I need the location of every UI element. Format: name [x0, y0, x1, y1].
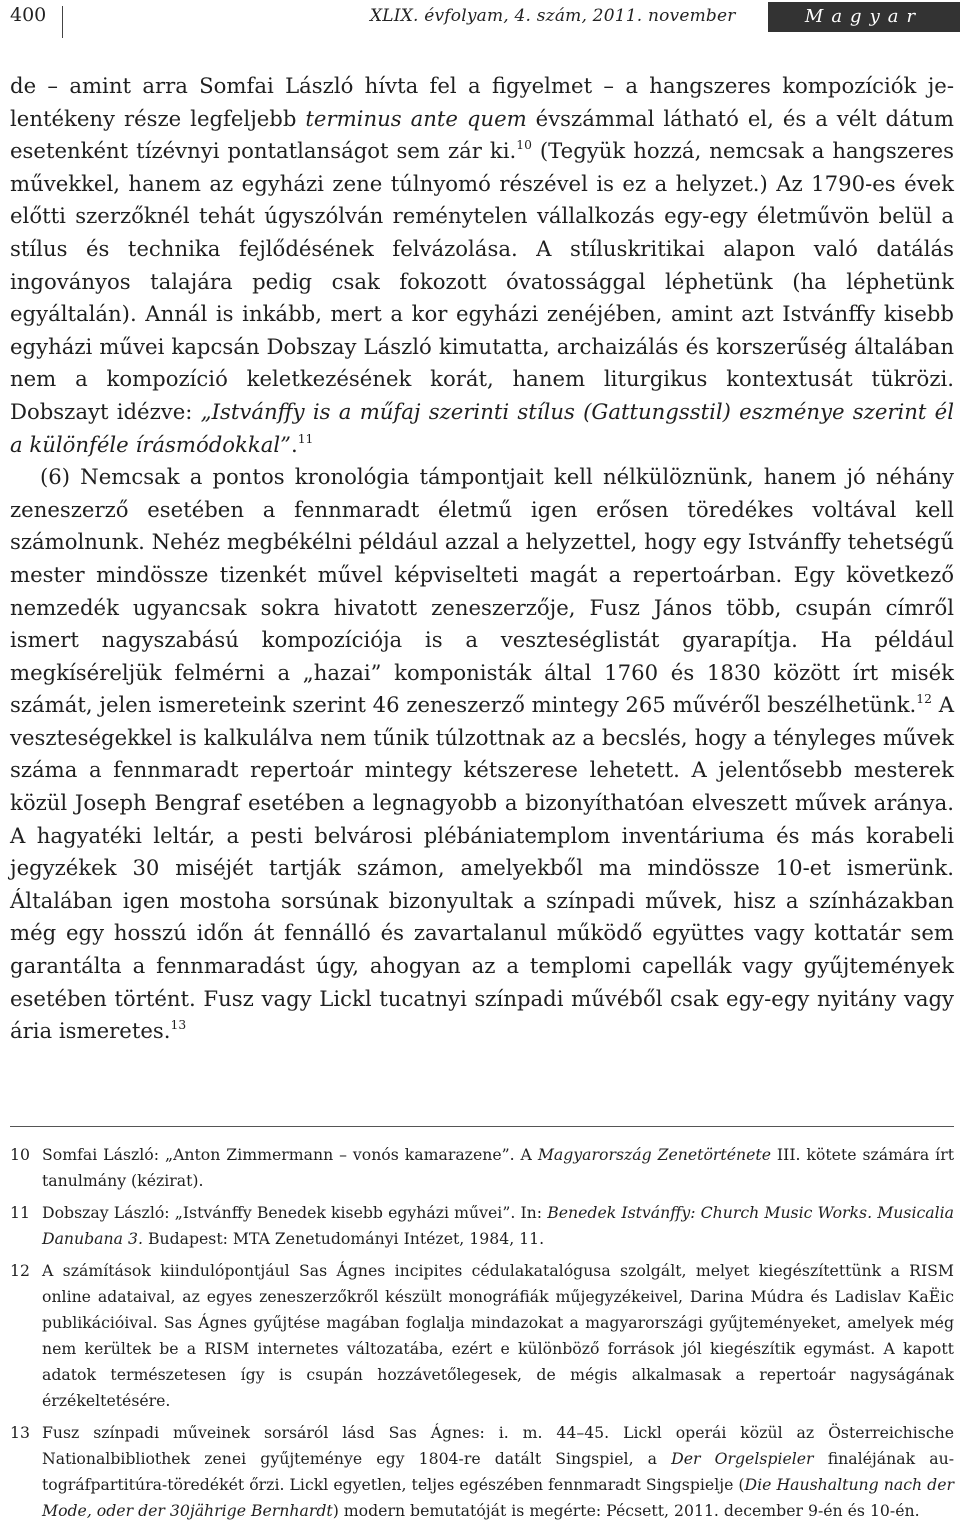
footnote-ref[interactable]: 12 [916, 692, 932, 707]
text-run: ) modern bemutatóját is megérte: Pécsett, 2011. december 9-én és 10-én. [332, 1501, 920, 1520]
text-run: A veszteségekkel is kalkulálva nem tűnik túlzottnak az a becslés, hogy a tényleges művek száma a fennmaradt repertoár mintegy kétszerese lehetett. A jelentősebb mesterek közül Joseph Bengraf esetében a legnagyobb a bizonyíthatóan elveszett művek aránya. A hagyatéki leltár, a pesti belvárosi plébániatemplom inventáriuma és más korabeli jegyzékek 30 miséjét tartják számon, amelyekből ma mindössze 10-et ismerünk. Általában igen mostoha sorsúnak bizonyultak a színpadi művek, hisz a színházakban még egy hosszú időn át fennálló és zavartalanul működő együttes vagy kottatár sem garantálta a fennmaradást úgy, ahogyan az a templomi capellák vagy gyűjtemények esetében történt. Fusz vagy Lickl tucatnyi színpadi művéből csak egy-egy nyitány vagy ária ismeretes. [10, 692, 954, 1044]
text-run: . [290, 431, 298, 457]
footnote-number: 12 [10, 1261, 30, 1280]
journal-title: Magyar Zene [768, 2, 960, 32]
text-run: III. kötete számára írt tanulmány (kézirat). [42, 1145, 954, 1190]
text-run: (6) Nemcsak a pontos kronológia támpontjait kell nélkülöznünk, hanem jó néhány zeneszerző esetében a fennmaradt életmű igen erősen töredékes voltával kell számolnunk. Nehéz megbékélni például azzal a helyzettel, hogy egy Istvánffy tehetségű mester mindössze tizenkét művel képviselteti magát a repertoárban. Egy következő nemzedék ugyancsak sokra hivatott zeneszerzője, Fusz János több, csupán címről ismert nagyszabású kompozíciója is a veszteséglistát gyarapítja. Ha például megkíséreljük felmérni a „hazai” komponisták által 1760 és 1830 között írt misék számát, jelen ismereteink szerint 46 zeneszerző mintegy 265 művéről beszélhetünk. [10, 464, 954, 718]
text-run: Dobszay László: „Istvánffy Benedek kisebb egyházi művei”. In: [42, 1203, 548, 1222]
italic-run: Magyarország Zenetörténete [537, 1145, 771, 1164]
italic-run: terminus ante quem [305, 105, 527, 131]
italic-quote: „Istvánffy is a műfaj szerinti stílus (Gattungsstil) eszménye szerint él a különféle írásmódokkal” [10, 398, 954, 457]
text-run: finaléjának autográfpartitúra-töredékét őrzi. Lickl egyetlen, teljes egészében fennmaradt Singspielje ( [42, 1449, 954, 1494]
text-run: de – amint arra Somfai László hívta fel a figyelmet – a hangszeres kompozíciók jelentékeny része legfeljebb [10, 73, 954, 131]
text-run: (Tegyük hozzá, nemcsak a hangszeres művekkel, hanem az egyházi zene túlnyomó részével is ez a helyzet.) Az 1790-es évek előtti szerzőknél tehát úgyszólván reménytelen vállalkozás egy-egy életművön belül a stílus és technika fejlődésének felvázolása. A stíluskritikai alapon való datálás ingoványos talajára pedig csak fokozott óvatossággal léphetünk (ha léphetünk egyáltalán). Annál is inkább, mert a kor egyházi zenéjében, amint azt Istvánffy kisebb egyházi művei kapcsán Dobszay László kimutatta, archaizálás és korszerűség általában nem a kompozíció keletkezésének korát, hanem liturgikus kontextusát tükrözi. Dobszayt idézve: [10, 138, 954, 424]
footnote-number: 13 [10, 1423, 30, 1442]
text-run: Budapest: MTA Zenetudományi Intézet, 1984, 11. [142, 1229, 545, 1248]
paragraph [10, 461, 954, 1048]
footnote-number: 10 [10, 1145, 30, 1164]
footnote [10, 1420, 954, 1524]
italic-run: Benedek Istvánffy: Church Music Works. Musicalia Danubana 3. [42, 1203, 954, 1248]
italic-run: Der Orgelspieler [671, 1449, 814, 1468]
footnotes [10, 1142, 954, 1530]
text-run: A számítások kiindulópontjául Sas Ágnes incipites cédulakatalógusa szolgált, melyet kiegészítettünk a RISM online adataival, az egyes zeneszerzőkről készült monográfiák műjegyzékeivel, Darina Múdra és Ladislav KaËic publikációival. Sas Ágnes gyűjtése magában foglalja mindazokat a magyarországi gyűjteményeket, amelyek még nem kerültek be a RISM internetes változatába, ezért e különböző források jól kiegészítik egymást. A kapott adatok természetesen így is csupán hozzávetőlegesek, de mégis alkalmasak a repertoár nagyságának érzékeltetésére. [42, 1261, 954, 1410]
text-run: évszámmal látható el, és a vélt dátum esetenként tízévnyi pontatlanságot sem zár ki. [10, 105, 955, 164]
running-header [0, 0, 960, 57]
footnote [10, 1258, 954, 1414]
issue-info: XLIX. évfolyam, 4. szám, 2011. november [370, 6, 736, 26]
footnote-ref[interactable]: 11 [297, 431, 314, 446]
footnote-ref[interactable]: 13 [170, 1018, 187, 1033]
footnote-number: 11 [10, 1203, 30, 1222]
text-run: Fusz színpadi műveinek sorsáról lásd Sas Ágnes: i. m. 44–45. Lickl operái közül az Österreichische Nationalbibliothek zenei gyűjteménye egy 1804-re datált Singspiel, a [42, 1423, 954, 1468]
header-divider [62, 6, 63, 38]
paragraph [10, 70, 954, 461]
page-number: 400 [10, 4, 47, 26]
main-text [10, 70, 954, 1048]
text-run: Somfai László: „Anton Zimmermann – vonós kamarazene”. A [42, 1145, 538, 1164]
footnote-ref[interactable]: 10 [516, 138, 532, 153]
italic-run: Die Haushaltung nach der Mode, oder der 30jährige Bernhardt [42, 1475, 954, 1520]
footnote [10, 1200, 954, 1252]
footnote [10, 1142, 954, 1194]
footnote-divider [10, 1126, 954, 1127]
